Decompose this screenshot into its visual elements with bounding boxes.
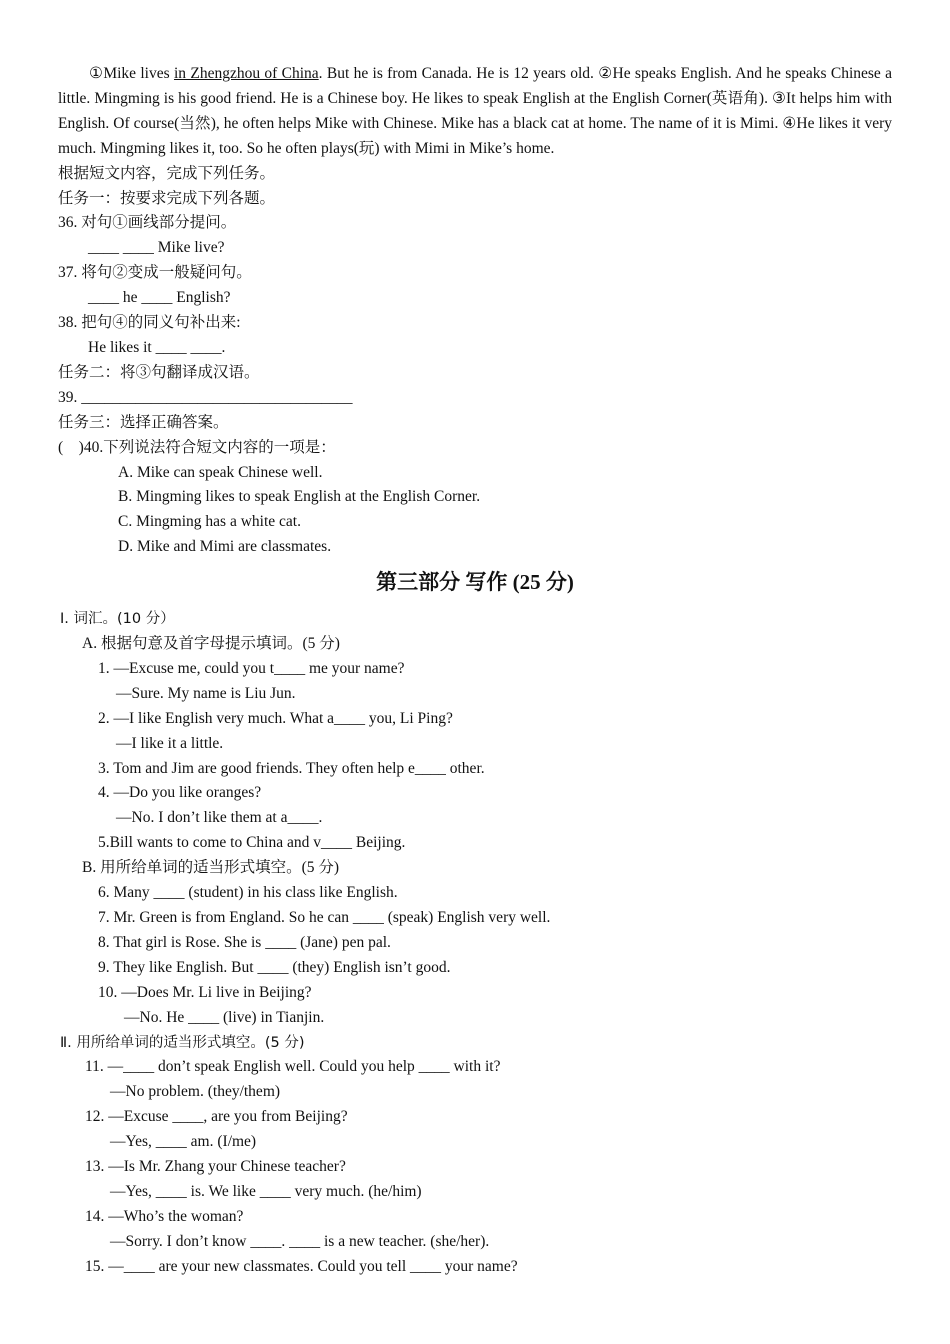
reading-passage [58, 62, 892, 162]
question-37-answer: ____ he ____ English? [88, 289, 231, 307]
section-1-title: Ⅰ. 词汇。(10 分） [60, 611, 175, 628]
form-item-8: 8. That girl is Rose. She is ____ (Jane) pen pal. [98, 933, 391, 951]
pronoun-item-12: 12. —Excuse ____, are you from Beijing? [85, 1108, 348, 1126]
form-item-9: 9. They like English. But ____ (they) English isn’t good. [98, 958, 451, 976]
form-item-10: 10. —Does Mr. Li live in Beijing? [98, 983, 312, 1001]
pronoun-item-14: 14. —Who’s the woman? [85, 1207, 244, 1225]
vocab-item-3: 3. Tom and Jim are good friends. They often help e____ other. [98, 759, 485, 777]
pronoun-item-15: 15. —____ are your new classmates. Could you tell ____ your name? [85, 1257, 518, 1275]
section-b-title: B. 用所给单词的适当形式填空。(5 分) [82, 859, 340, 877]
instruction-main: 根据短文内容，完成下列任务。 [58, 164, 276, 182]
question-36-prompt: 36. 对句①画线部分提问。 [58, 214, 237, 232]
vocab-item-4: 4. —Do you like oranges? [98, 784, 262, 802]
question-37-prompt: 37. 将句②变成一般疑问句。 [58, 264, 252, 282]
vocab-item-1: 1. —Excuse me, could you t____ me your name? [98, 659, 405, 677]
passage-body: . But he is from Canada. He is 12 years old. ②He speaks English. And he speaks Chinese a little. Mingming is his good friend. He is a Chinese boy. He likes to speak English at the English Corner(英语角). ③It helps him with English. Of course(当然), he often helps Mike with Chinese. Mike has a black cat at home. The name of it is Mimi. ④He likes it very much. Mingming likes it, too. So he often plays(玩) with Mimi in Mike’s home. [58, 65, 893, 157]
vocab-item-4-reply: —No. I don’t like them at a____. [116, 809, 323, 827]
task-three-heading: 任务三：选择正确答案。 [58, 413, 229, 431]
form-item-10-reply: —No. He ____ (live) in Tianjin. [124, 1008, 325, 1026]
question-40-prompt: ( )40.下列说法符合短文内容的一项是： [58, 438, 336, 456]
vocab-item-2-reply: —I like it a little. [116, 734, 224, 752]
question-40-option-b: B. Mingming likes to speak English at the English Corner. [118, 488, 481, 506]
section-2-title: Ⅱ. 用所给单词的适当形式填空。(5 分) [60, 1034, 305, 1051]
task-one-heading: 任务一：按要求完成下列各题。 [58, 189, 276, 207]
pronoun-item-13: 13. —Is Mr. Zhang your Chinese teacher? [85, 1158, 346, 1176]
underlined-phrase: in Zhengzhou of China [173, 65, 319, 82]
question-38-prompt: 38. 把句④的同义句补出来: [58, 314, 241, 332]
question-38-answer: He likes it ____ ____. [88, 338, 226, 356]
passage-sentence-1: ①Mike lives [89, 65, 174, 82]
question-40-option-c: C. Mingming has a white cat. [118, 513, 301, 531]
pronoun-item-11-reply: —No problem. (they/them) [110, 1083, 281, 1101]
exam-page [58, 62, 892, 1280]
vocab-item-2: 2. —I like English very much. What a____ you, Li Ping? [98, 709, 453, 727]
vocab-item-1-reply: —Sure. My name is Liu Jun. [116, 684, 296, 702]
vocab-item-5: 5.Bill wants to come to China and v____ Beijing. [98, 834, 406, 852]
pronoun-item-12-reply: —Yes, ____ am. (I/me) [110, 1133, 257, 1151]
task-two-heading: 任务二：将③句翻译成汉语。 [58, 363, 260, 381]
section-a-title: A. 根据句意及首字母提示填词。(5 分) [82, 635, 340, 653]
form-item-7: 7. Mr. Green is from England. So he can ____ (speak) English very well. [98, 909, 551, 926]
pronoun-item-14-reply: —Sorry. I don’t know ____. ____ is a new teacher. (she/her). [110, 1232, 490, 1250]
question-40-option-a: A. Mike can speak Chinese well. [118, 463, 323, 481]
question-39-answer-line: 39. ___________________________________ [58, 388, 353, 406]
part-three-title: 第三部分 写作 (25 分) [376, 570, 574, 595]
question-40-option-d: D. Mike and Mimi are classmates. [118, 538, 332, 556]
question-36-answer: ____ ____ Mike live? [88, 239, 225, 257]
pronoun-item-11: 11. —____ don’t speak English well. Could you help ____ with it? [85, 1058, 501, 1076]
form-item-6: 6. Many ____ (student) in his class like English. [98, 884, 398, 902]
pronoun-item-13-reply: —Yes, ____ is. We like ____ very much. (he/him) [110, 1182, 422, 1200]
